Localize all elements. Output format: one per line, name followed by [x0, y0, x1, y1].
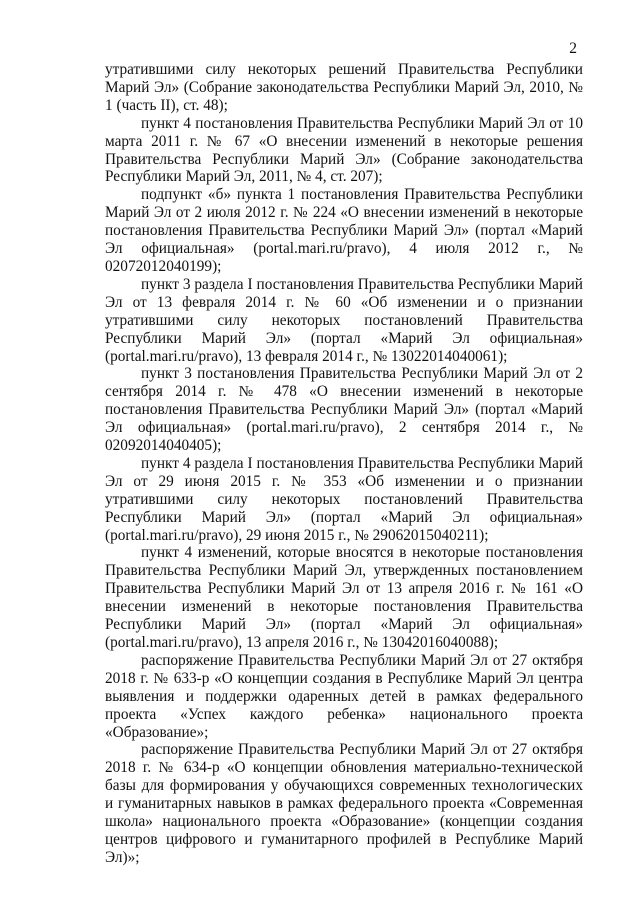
- document-body: [105, 61, 583, 867]
- paragraph-2: пункт 4 постановления Правительства Республики Марий Эл от 10 марта 2011 г. № 67 «О внесении изменений в некоторые решения Правительства Республики Марий Эл» (Собрание законодательства Республики Марий Эл, 2011, № 4, ст. 207);: [105, 114, 583, 186]
- paragraph-1: утратившими силу некоторых решений Правительства Республики Марий Эл» (Собрание законодательства Республики Марий Эл, 2010, № 1 (часть II), ст. 48);: [105, 61, 583, 114]
- paragraph-5: пункт 3 постановления Правительства Республики Марий Эл от 2 сентября 2014 г. № 478 «О внесении изменений в некоторые постановления Правительства Республики Марий Эл» (портал «Марий Эл официальная» (portal.mari.ru/pravo), 2 сентября 2014 г., № 02092014040405);: [105, 365, 583, 455]
- paragraph-9: распоряжение Правительства Республики Марий Эл от 27 октября 2018 г. № 634-р «О концепции обновления материально-технической базы для формирования у обучающихся современных технологических и гуманитарных навыков в рамках федерального проекта «Современная школа» национального проекта «Образование» (концепции создания центров цифрового и гуманитарного профилей в Республике Марий Эл)»;: [105, 741, 583, 866]
- paragraph-7: пункт 4 изменений, которые вносятся в некоторые постановления Правительства Республики Марий Эл, утвержденных постановлением Правительства Республики Марий Эл от 13 апреля 2016 г. № 161 «О внесении изменений в некоторые постановления Правительства Республики Марий Эл» (портал «Марий Эл официальная» (portal.mari.ru/pravo), 13 апреля 2016 г., № 13042016040088);: [105, 544, 583, 651]
- paragraph-4: пункт 3 раздела I постановления Правительства Республики Марий Эл от 13 февраля 2014 г. № 60 «Об изменении и о признании утратившими силу некоторых постановлений Правительства Республики Марий Эл» (портал «Марий Эл официальная» (portal.mari.ru/pravo), 13 февраля 2014 г., № 13022014040061);: [105, 275, 583, 365]
- paragraph-6: пункт 4 раздела I постановления Правительства Республики Марий Эл от 29 июня 2015 г. № 353 «Об изменении и о признании утратившими силу некоторых постановлений Правительства Республики Марий Эл» (портал «Марий Эл официальная» (portal.mari.ru/pravo), 29 июня 2015 г., № 29062015040211);: [105, 454, 583, 544]
- page-number: 2: [569, 40, 577, 57]
- paragraph-8: распоряжение Правительства Республики Марий Эл от 27 октября 2018 г. № 633-р «О концепции создания в Республике Марий Эл центра выявления и поддержки одаренных детей в рамках федерального проекта «Успех каждого ребенка» национального проекта «Образование»;: [105, 651, 583, 741]
- paragraph-3: подпункт «б» пункта 1 постановления Правительства Республики Марий Эл от 2 июля 2012 г. № 224 «О внесении изменений в некоторые постановления Правительства Республики Марий Эл» (портал «Марий Эл официальная» (portal.mari.ru/pravo), 4 июля 2012 г., № 02072012040199);: [105, 186, 583, 275]
